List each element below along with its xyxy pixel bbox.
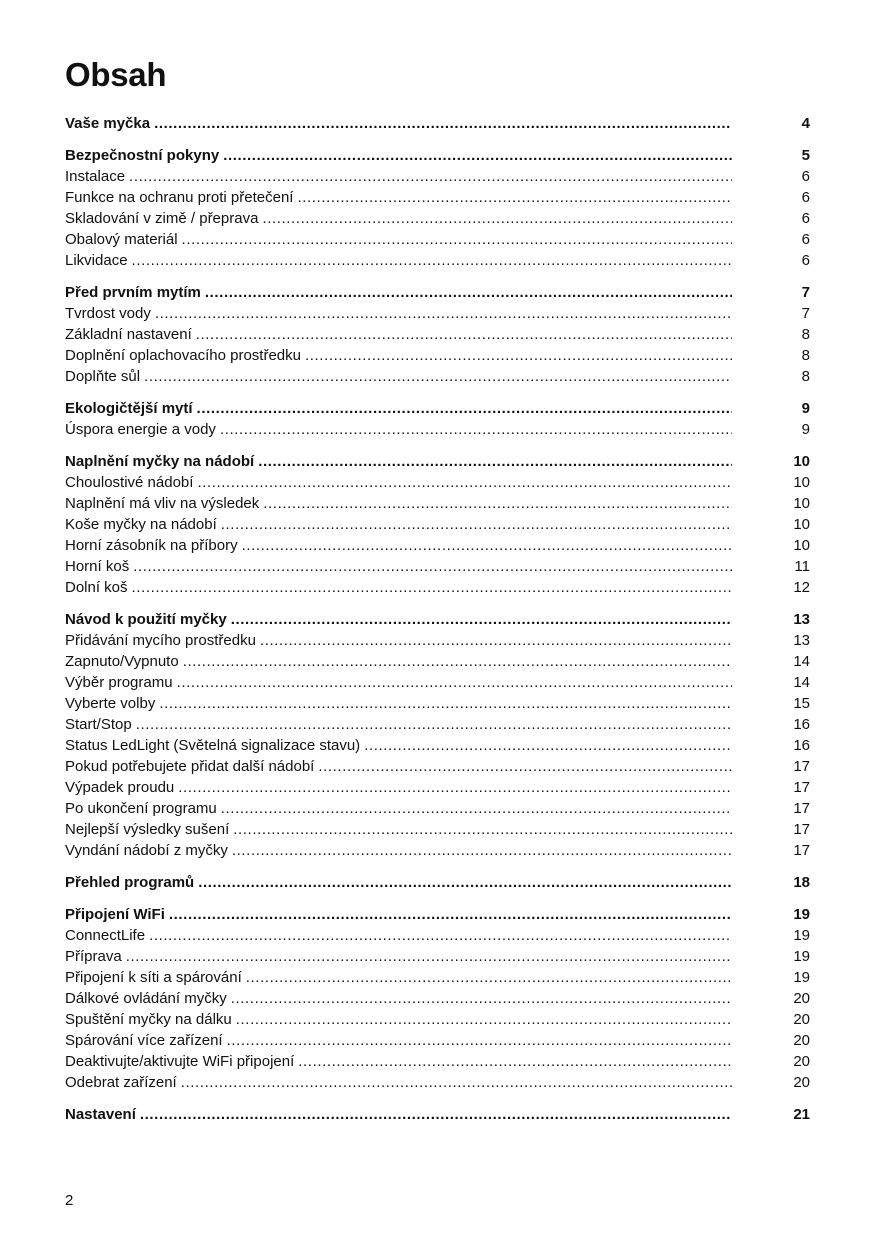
toc-entry-label: Výběr programu (65, 674, 173, 691)
dot-leader (298, 1051, 732, 1072)
toc-entry (65, 514, 810, 535)
dot-leader (140, 1104, 732, 1125)
toc-entry-label: Deaktivujte/aktivujte WiFi připojení (65, 1053, 295, 1070)
toc-entry-page: 20 (793, 1011, 810, 1028)
toc-entry-label: Instalace (65, 168, 126, 185)
toc-entry-label: Naplnění má vliv na výsledek (65, 495, 260, 512)
dot-leader (220, 419, 732, 440)
toc-entry-page: 17 (793, 758, 810, 775)
toc-entry (65, 229, 810, 250)
toc-entry (65, 208, 810, 229)
toc-entry-page: 20 (793, 1032, 810, 1049)
toc-entry-page: 10 (793, 474, 810, 491)
toc-entry (65, 303, 810, 324)
toc-section (65, 398, 810, 440)
toc-entry (65, 946, 810, 967)
dot-leader (155, 303, 732, 324)
toc-entry (65, 556, 810, 577)
toc-heading (65, 282, 810, 303)
toc-entry-label: Obalový materiál (65, 231, 178, 248)
toc-section (65, 609, 810, 861)
dot-leader (221, 798, 732, 819)
dot-leader (260, 630, 732, 651)
dot-leader (169, 904, 732, 925)
toc-entry-page: 15 (793, 695, 810, 712)
toc-entry-page: 17 (793, 800, 810, 817)
toc-entry-page: 13 (793, 632, 810, 649)
dot-leader (183, 651, 732, 672)
toc-entry (65, 535, 810, 556)
dot-leader (231, 609, 732, 630)
toc-entry-label: Choulostivé nádobí (65, 474, 194, 491)
toc-entry-label: Připojení k síti a spárování (65, 969, 242, 986)
dot-leader (196, 324, 732, 345)
toc-entry-label: Nejlepší výsledky sušení (65, 821, 230, 838)
toc-entry-page: 20 (793, 1074, 810, 1091)
dot-leader (182, 229, 732, 250)
toc-entry-label: Koše myčky na nádobí (65, 516, 217, 533)
toc-heading-label: Před prvním mytím (65, 284, 201, 301)
toc-heading-label: Přehled programů (65, 874, 195, 891)
toc-entry (65, 777, 810, 798)
toc-heading (65, 609, 810, 630)
dot-leader (246, 967, 732, 988)
toc-entry-page: 7 (801, 305, 810, 322)
dot-leader (154, 113, 732, 134)
dot-leader (227, 1030, 732, 1051)
dot-leader (258, 451, 732, 472)
toc-entry (65, 472, 810, 493)
toc-heading (65, 451, 810, 472)
toc-section (65, 904, 810, 1093)
toc-entry (65, 419, 810, 440)
toc-heading-page: 21 (793, 1106, 810, 1123)
toc-entry-page: 14 (793, 674, 810, 691)
toc-heading (65, 113, 810, 134)
dot-leader (133, 556, 732, 577)
toc-entry (65, 577, 810, 598)
dot-leader (129, 166, 732, 187)
toc-entry-label: Výpadek proudu (65, 779, 175, 796)
toc-entry-label: Po ukončení programu (65, 800, 217, 817)
dot-leader (233, 819, 732, 840)
toc-entry-label: Dolní koš (65, 579, 128, 596)
toc-entry-label: Dálkové ovládání myčky (65, 990, 227, 1007)
toc-heading (65, 872, 810, 893)
toc-entry (65, 735, 810, 756)
dot-leader (242, 535, 732, 556)
dot-leader (364, 735, 732, 756)
toc-heading-label: Ekologičtější mytí (65, 400, 193, 417)
toc-entry-label: Start/Stop (65, 716, 132, 733)
toc-entry (65, 493, 810, 514)
dot-leader (223, 145, 732, 166)
toc-heading (65, 145, 810, 166)
toc-section (65, 872, 810, 893)
toc-entry-label: Základní nastavení (65, 326, 192, 343)
toc-entry-label: Horní koš (65, 558, 130, 575)
toc-entry-label: Likvidace (65, 252, 128, 269)
toc-entry-page: 8 (801, 326, 810, 343)
toc-heading-label: Bezpečnostní pokyny (65, 147, 220, 164)
toc-entry-page: 17 (793, 842, 810, 859)
toc-entry-page: 10 (793, 495, 810, 512)
toc-entry-page: 6 (801, 189, 810, 206)
dot-leader (197, 472, 732, 493)
toc-heading-page: 10 (793, 453, 810, 470)
dot-leader (263, 493, 732, 514)
toc-entry-page: 6 (801, 168, 810, 185)
toc-entry-page: 6 (801, 231, 810, 248)
toc-entry (65, 250, 810, 271)
toc-entry-label: Horní zásobník na příbory (65, 537, 238, 554)
toc-entry (65, 187, 810, 208)
toc-entry-label: Pokud potřebujete přidat další nádobí (65, 758, 315, 775)
dot-leader (136, 714, 732, 735)
toc-entry (65, 925, 810, 946)
toc-entry-label: Vyndání nádobí z myčky (65, 842, 228, 859)
dot-leader (198, 872, 732, 893)
dot-leader (262, 208, 732, 229)
toc-heading-page: 4 (801, 115, 810, 132)
toc-entry-label: Skladování v zimě / přeprava (65, 210, 259, 227)
toc-entry-label: Zapnuto/Vypnuto (65, 653, 179, 670)
toc-entry-page: 12 (793, 579, 810, 596)
toc-heading-page: 19 (793, 906, 810, 923)
toc-entry (65, 693, 810, 714)
toc-entry (65, 1072, 810, 1093)
toc-section (65, 113, 810, 134)
toc-entry (65, 1030, 810, 1051)
toc-entry-label: Doplnění oplachovacího prostředku (65, 347, 301, 364)
toc-entry (65, 166, 810, 187)
toc-entry-page: 19 (793, 927, 810, 944)
toc-entry-page: 10 (793, 537, 810, 554)
toc-entry (65, 819, 810, 840)
dot-leader (236, 1009, 732, 1030)
toc-entry (65, 366, 810, 387)
toc-heading-page: 9 (801, 400, 810, 417)
toc-section (65, 282, 810, 387)
dot-leader (126, 946, 732, 967)
toc-entry-label: Vyberte volby (65, 695, 156, 712)
toc-entry-page: 8 (801, 347, 810, 364)
toc-entry-label: Doplňte sůl (65, 368, 141, 385)
toc-entry (65, 798, 810, 819)
toc-entry (65, 714, 810, 735)
toc-heading-page: 13 (793, 611, 810, 628)
toc-entry (65, 345, 810, 366)
toc-heading-label: Návod k použití myčky (65, 611, 227, 628)
toc-heading-label: Připojení WiFi (65, 906, 165, 923)
toc-heading-label: Nastavení (65, 1106, 136, 1123)
dot-leader (318, 756, 732, 777)
page-title: Obsah (65, 56, 167, 93)
toc-entry-page: 16 (793, 737, 810, 754)
toc-entry-page: 6 (801, 252, 810, 269)
toc-entry (65, 756, 810, 777)
dot-leader (149, 925, 732, 946)
toc-section (65, 451, 810, 598)
toc-entry (65, 1009, 810, 1030)
dot-leader (177, 672, 732, 693)
dot-leader (159, 693, 732, 714)
toc-heading-page: 18 (793, 874, 810, 891)
toc-entry-page: 14 (793, 653, 810, 670)
dot-leader (197, 398, 732, 419)
toc-heading (65, 398, 810, 419)
toc-entry-label: Spárování více zařízení (65, 1032, 223, 1049)
toc-entry-label: Tvrdost vody (65, 305, 151, 322)
toc-entry-label: Úspora energie a vody (65, 421, 216, 438)
toc-heading-label: Vaše myčka (65, 115, 151, 132)
toc-entry-page: 17 (793, 821, 810, 838)
toc-entry-page: 19 (793, 969, 810, 986)
dot-leader (221, 514, 732, 535)
dot-leader (231, 988, 732, 1009)
toc-heading (65, 1104, 810, 1125)
toc-entry-label: Přidávání mycího prostředku (65, 632, 256, 649)
dot-leader (144, 366, 732, 387)
toc-entry-page: 16 (793, 716, 810, 733)
toc-entry-label: Odebrat zařízení (65, 1074, 177, 1091)
dot-leader (181, 1072, 732, 1093)
toc-heading-page: 7 (801, 284, 810, 301)
toc-heading-label: Naplnění myčky na nádobí (65, 453, 255, 470)
toc-heading (65, 904, 810, 925)
toc-entry-label: Příprava (65, 948, 122, 965)
page-number: 2 (65, 1192, 74, 1209)
toc-entry (65, 324, 810, 345)
toc-entry-label: Status LedLight (Světelná signalizace stavu) (65, 737, 361, 754)
toc-entry (65, 1051, 810, 1072)
toc-section (65, 145, 810, 271)
toc-entry-page: 11 (794, 558, 810, 575)
toc-entry (65, 672, 810, 693)
dot-leader (132, 250, 732, 271)
toc-entry-page: 9 (801, 421, 810, 438)
toc-entry-page: 10 (793, 516, 810, 533)
dot-leader (205, 282, 732, 303)
dot-leader (305, 345, 732, 366)
toc-entry-label: ConnectLife (65, 927, 146, 944)
toc-entry-page: 20 (793, 990, 810, 1007)
dot-leader (132, 577, 732, 598)
toc-heading-page: 5 (801, 147, 810, 164)
toc-entry (65, 630, 810, 651)
toc-entry-page: 8 (801, 368, 810, 385)
dot-leader (232, 840, 732, 861)
toc-entry (65, 967, 810, 988)
toc-entry-page: 19 (793, 948, 810, 965)
table-of-contents (65, 113, 810, 1136)
dot-leader (297, 187, 732, 208)
toc-entry (65, 840, 810, 861)
toc-entry-page: 6 (801, 210, 810, 227)
toc-entry-label: Spuštění myčky na dálku (65, 1011, 232, 1028)
toc-entry-label: Funkce na ochranu proti přetečení (65, 189, 294, 206)
dot-leader (178, 777, 732, 798)
toc-section (65, 1104, 810, 1125)
toc-entry (65, 651, 810, 672)
toc-entry-page: 17 (793, 779, 810, 796)
toc-entry-page: 20 (793, 1053, 810, 1070)
toc-entry (65, 988, 810, 1009)
